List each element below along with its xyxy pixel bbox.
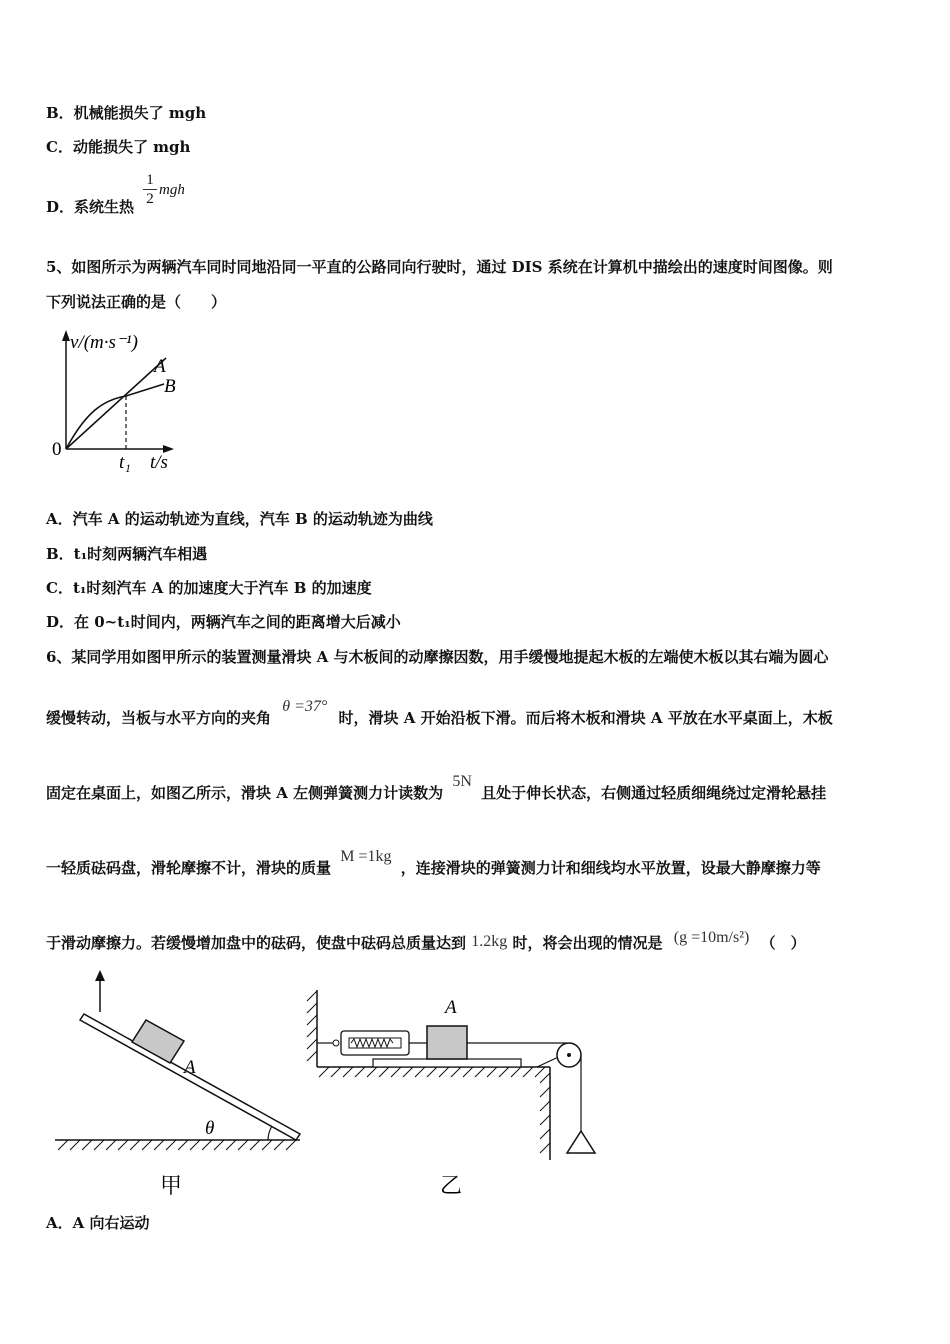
t1-label: t₁ <box>119 452 131 473</box>
pulley-axle <box>567 1053 571 1057</box>
figure-jia <box>50 970 310 1205</box>
math-force: 5N <box>452 773 472 790</box>
curve-b-label: B <box>164 376 176 397</box>
q6-line5-text-b: 时，将会出现的情况是 <box>512 934 663 952</box>
q6-line2-text-a: 缓慢转动，当板与水平方向的夹角 <box>46 709 272 727</box>
q6-stem-line1: 6、某同学用如图甲所示的装置测量滑块 A 与木板间的动摩擦因数，用手缓慢地提起木板的左端使木板以其右端为圆心 <box>46 648 829 666</box>
q6-stem-line2 <box>46 698 833 728</box>
fraction-denominator: 2 <box>146 191 154 207</box>
ground-hatch <box>58 1140 296 1150</box>
line-a <box>66 358 166 449</box>
q6-line4-text-a: 一轻质砝码盘，滑轮摩擦不计，滑块的质量 <box>46 859 332 877</box>
angle-arc <box>268 1126 272 1140</box>
x-axis-label: t/s <box>150 452 168 473</box>
q6-line5-text-a: 于滑动摩擦力。若缓慢增加盘中的砝码，使盘中砝码总质量达到 <box>46 934 467 952</box>
q6-line2-text-b: 时，滑块 A 开始沿板下滑。而后将木板和滑块 A 平放在水平桌面上，木板 <box>338 709 833 727</box>
q6-stem-line4 <box>46 848 821 878</box>
q5-option-a: A．汽车 A 的运动轨迹为直线，汽车 B 的运动轨迹为曲线 <box>46 510 433 528</box>
q6-line5-text-c: （ ） <box>760 934 806 952</box>
math-mass: M =1kg <box>340 848 392 865</box>
table-edge-hatch <box>540 1073 550 1153</box>
y-axis-label: v/(m·s⁻¹) <box>70 332 138 353</box>
jia-label-theta: θ <box>205 1118 215 1139</box>
fraction-numerator: 1 <box>143 172 157 190</box>
fraction-half <box>143 172 157 208</box>
table-hatch <box>319 1067 545 1077</box>
q6-line3-text-a: 固定在桌面上，如图乙所示，滑块 A 左侧弹簧测力计读数为 <box>46 784 444 802</box>
option-d-q4 <box>46 196 134 217</box>
math-total: 1.2kg <box>471 933 508 950</box>
weight-pan <box>567 1131 595 1153</box>
hook-ring <box>333 1040 339 1046</box>
math-g: (g =10m/s²) <box>673 929 750 946</box>
block-a-yi <box>427 1026 467 1059</box>
q5-stem-line1: 5、如图所示为两辆汽车同时同地沿同一平直的公路同向行驶时，通过 DIS 系统在计算机中描绘出的速度时间图像。则 <box>46 258 833 276</box>
math-angle: θ =37° <box>282 698 328 715</box>
option-d-prefix: D．系统生热 <box>46 198 135 216</box>
option-b-q4: B．机械能损失了 mgh <box>46 104 207 122</box>
figure-yi <box>305 985 615 1205</box>
q6-option-a: A．A 向右运动 <box>46 1214 150 1232</box>
lift-arrow-icon <box>95 970 105 981</box>
jia-label-a: A <box>184 1057 196 1078</box>
y-axis-arrow-icon <box>62 330 70 341</box>
fraction-tail-mgh: mgh <box>159 182 185 198</box>
curve-a-label: A <box>154 356 166 377</box>
yi-label-a: A <box>445 997 457 1018</box>
block-a <box>132 1020 184 1063</box>
jia-caption: 甲 <box>160 1173 183 1198</box>
q6-line3-text-b: 且处于伸长状态，右侧通过轻质细绳绕过定滑轮悬挂 <box>481 784 827 802</box>
q6-stem-line3 <box>46 773 827 803</box>
q5-vt-graph <box>48 322 188 482</box>
left-wall-hatch <box>307 991 317 1061</box>
origin-label: 0 <box>52 439 62 460</box>
board-on-table <box>373 1059 521 1067</box>
q6-line4-text-b: ，连接滑块的弹簧测力计和细线均水平放置，设最大静摩擦力等 <box>400 859 821 877</box>
q6-stem-line5 <box>46 929 806 953</box>
curve-b <box>66 384 164 449</box>
q5-option-d: D．在 0~t₁时间内，两辆汽车之间的距离增大后减小 <box>46 613 401 631</box>
q5-option-b: B．t₁时刻两辆汽车相遇 <box>46 545 208 563</box>
yi-caption: 乙 <box>440 1173 463 1198</box>
q5-option-c: C．t₁时刻汽车 A 的加速度大于汽车 B 的加速度 <box>46 579 372 597</box>
q5-stem-line2: 下列说法正确的是（ ） <box>46 293 227 311</box>
option-c-q4: C．动能损失了 mgh <box>46 138 191 156</box>
